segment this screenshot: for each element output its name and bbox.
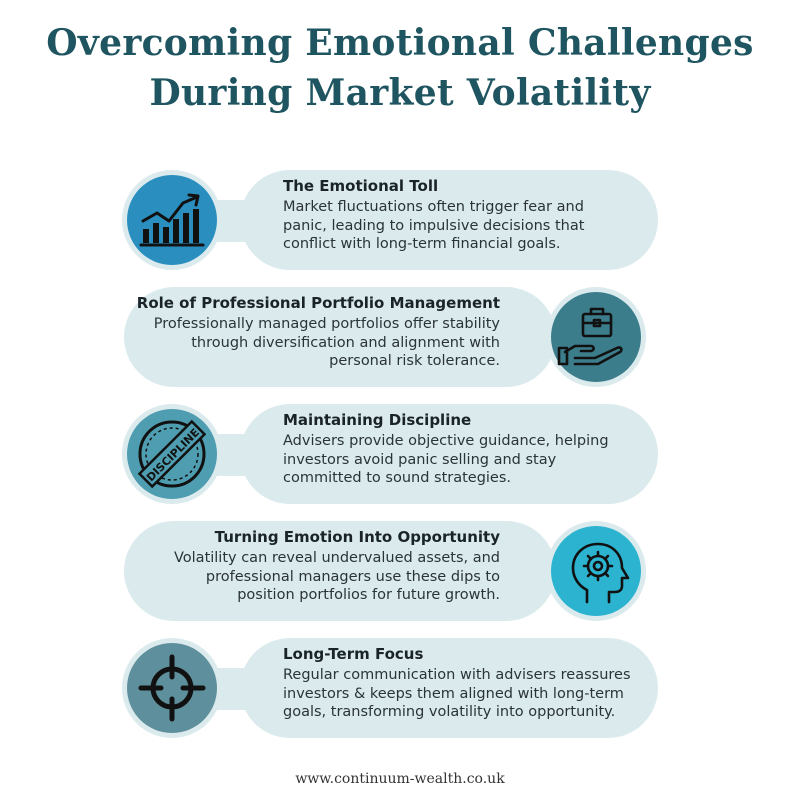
- body-line: Market fluctuations often trigger fear and: [283, 199, 584, 215]
- card-emotional-toll: [0, 170, 800, 270]
- body-line: professional managers use these dips to: [205, 568, 500, 585]
- crosshair-target-icon: [127, 643, 217, 733]
- bar-chart-growth-icon: [127, 175, 217, 265]
- title-line-2: During Market Volatility: [149, 72, 651, 114]
- card-heading: Maintaining Discipline: [283, 411, 472, 429]
- body-line: committed to sound strategies.: [283, 470, 512, 486]
- card-body: [128, 549, 500, 605]
- card-text: [128, 293, 500, 371]
- card-heading: The Emotional Toll: [283, 177, 439, 195]
- card-heading: Role of Professional Portfolio Management: [136, 294, 500, 312]
- body-line: Advisers provide objective guidance, helping: [283, 433, 609, 449]
- card-text: [283, 410, 653, 488]
- body-line: conflict with long-term financial goals.: [283, 236, 561, 252]
- body-line: panic, leading to impulsive decisions that: [283, 217, 585, 234]
- card-body: [283, 666, 653, 722]
- body-line: through diversification and alignment with: [191, 334, 500, 351]
- card-body: [283, 198, 653, 254]
- footer-website: www.continuum-wealth.co.uk: [295, 771, 505, 787]
- card-text: [283, 644, 653, 722]
- body-line: investors avoid panic selling and stay: [283, 451, 557, 468]
- body-line: investors & keeps them aligned with long-term: [283, 685, 624, 702]
- card-emotion-opportunity: [0, 521, 800, 621]
- card-portfolio-management: [0, 287, 800, 387]
- body-line: Regular communication with advisers reassures: [283, 667, 631, 683]
- body-line: Volatility can reveal undervalued assets, and: [173, 550, 500, 566]
- card-maintaining-discipline: [0, 404, 800, 504]
- briefcase-hand-icon: [551, 292, 641, 382]
- card-text: [283, 176, 653, 254]
- card-long-term-focus: [0, 638, 800, 738]
- card-heading: Long-Term Focus: [283, 645, 424, 663]
- card-heading: Turning Emotion Into Opportunity: [214, 528, 500, 546]
- title-line-1: Overcoming Emotional Challenges: [46, 22, 754, 64]
- body-line: personal risk tolerance.: [329, 353, 500, 369]
- card-body: [283, 432, 653, 488]
- stamp-text: DISCIPLINE: [143, 425, 203, 485]
- card-body: [128, 315, 500, 371]
- discipline-stamp-icon: [127, 409, 217, 499]
- body-line: Professionally managed portfolios offer stability: [153, 316, 500, 332]
- card-text: [128, 527, 500, 605]
- page-title: [0, 18, 800, 118]
- body-line: goals, transforming volatility into opportunity.: [283, 704, 616, 720]
- head-gear-icon: [551, 526, 641, 616]
- body-line: position portfolios for future growth.: [237, 587, 500, 603]
